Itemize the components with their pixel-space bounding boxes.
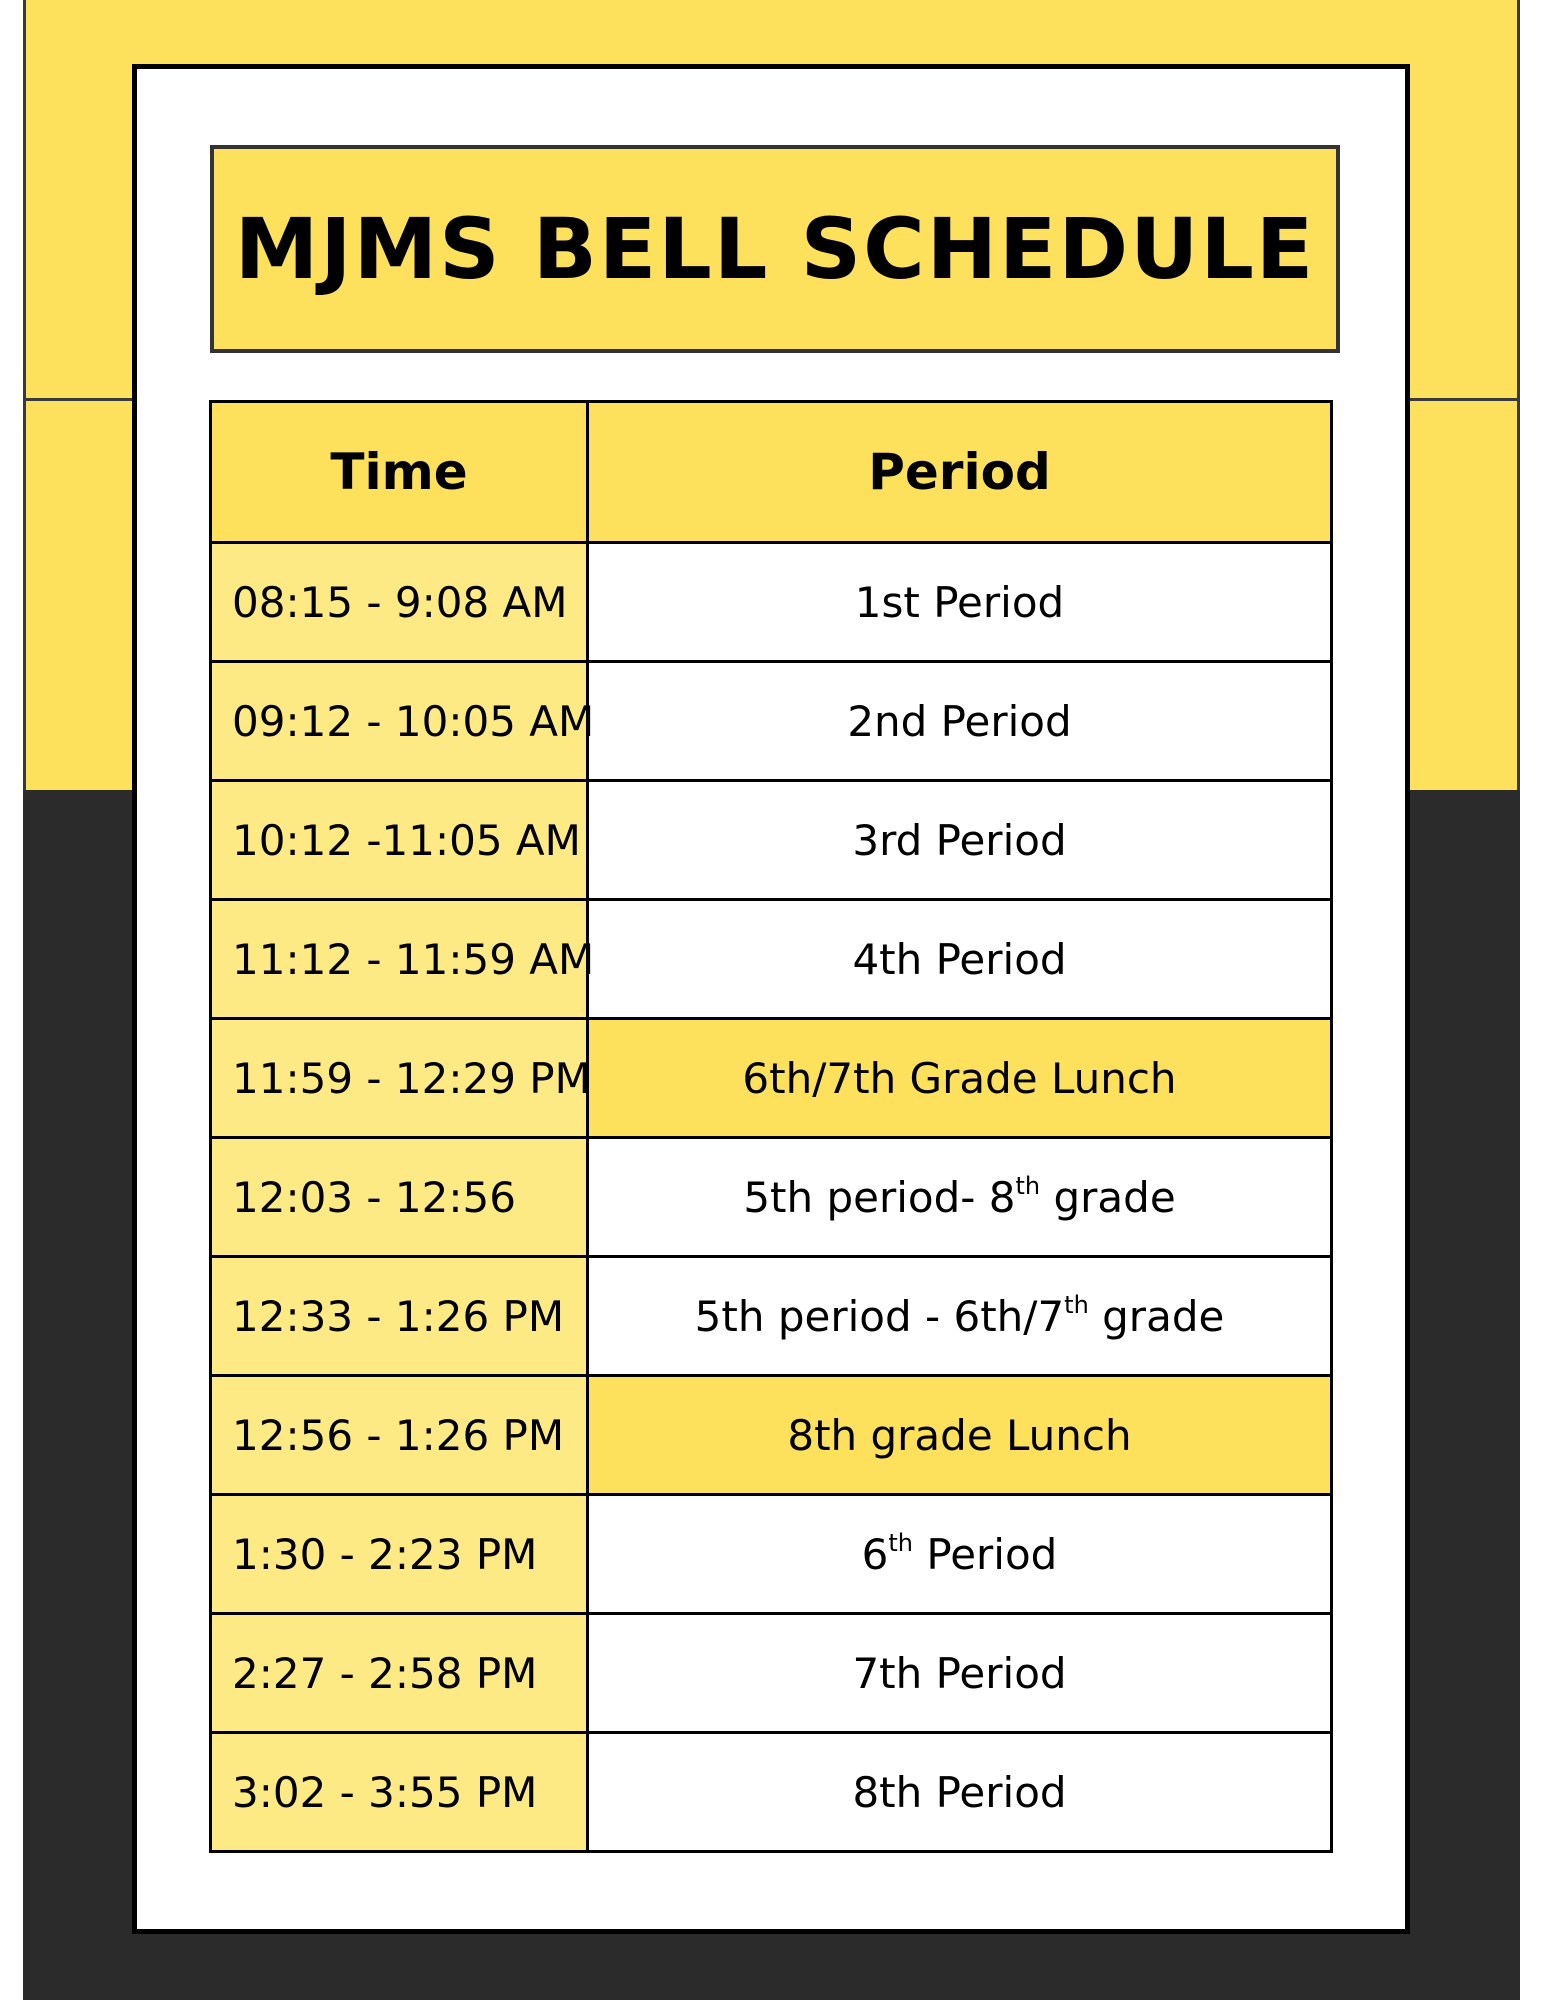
period-label: 2nd Period <box>847 696 1072 746</box>
period-label-suffix: grade <box>1088 1292 1225 1341</box>
frame-line-right <box>1517 0 1520 790</box>
period-cell <box>588 900 1332 1019</box>
lunch-period-cell <box>588 1019 1332 1138</box>
lunch-period-cell <box>588 1376 1332 1495</box>
table-row <box>211 662 1332 781</box>
frame-divider-right <box>1410 398 1520 401</box>
period-label-suffix: Period <box>913 1530 1058 1579</box>
period-cell <box>588 1138 1332 1257</box>
period-cell <box>588 1495 1332 1614</box>
table-row <box>211 1733 1332 1852</box>
table-row <box>211 781 1332 900</box>
period-cell <box>588 1614 1332 1733</box>
ordinal-suffix: th <box>888 1529 914 1557</box>
period-label: 5th period - 6th/7 <box>694 1292 1065 1341</box>
column-header-time: Time <box>211 402 588 543</box>
time-cell: 12:03 - 12:56 <box>211 1138 588 1257</box>
table-row <box>211 1019 1332 1138</box>
period-label: 5th period- 8 <box>743 1173 1016 1222</box>
period-label: 8th grade Lunch <box>787 1410 1132 1460</box>
period-label-suffix: grade <box>1040 1173 1176 1222</box>
period-cell <box>588 1733 1332 1852</box>
ordinal-suffix: th <box>1064 1291 1089 1319</box>
table-row <box>211 1376 1332 1495</box>
period-label: 7th Period <box>852 1648 1067 1698</box>
time-cell: 10:12 -11:05 AM <box>211 781 588 900</box>
table-body <box>211 543 1332 1852</box>
time-cell: 12:33 - 1:26 PM <box>211 1257 588 1376</box>
table-row <box>211 543 1332 662</box>
period-cell <box>588 543 1332 662</box>
time-cell: 2:27 - 2:58 PM <box>211 1614 588 1733</box>
page-title: MJMS BELL SCHEDULE <box>234 200 1316 298</box>
time-cell: 12:56 - 1:26 PM <box>211 1376 588 1495</box>
time-cell: 08:15 - 9:08 AM <box>211 543 588 662</box>
period-label: 6th/7th Grade Lunch <box>742 1053 1177 1103</box>
ordinal-suffix: th <box>1015 1172 1041 1200</box>
time-cell: 11:59 - 12:29 PM <box>211 1019 588 1138</box>
table-row <box>211 1614 1332 1733</box>
table-header-row <box>211 402 1332 543</box>
table-row <box>211 1138 1332 1257</box>
period-label: 8th Period <box>852 1767 1067 1817</box>
title-banner <box>210 145 1340 353</box>
time-cell: 1:30 - 2:23 PM <box>211 1495 588 1614</box>
table-row <box>211 1495 1332 1614</box>
schedule-card <box>132 64 1410 1934</box>
time-cell: 3:02 - 3:55 PM <box>211 1733 588 1852</box>
time-cell: 11:12 - 11:59 AM <box>211 900 588 1019</box>
period-cell <box>588 781 1332 900</box>
period-label: 4th Period <box>852 934 1067 984</box>
time-cell: 09:12 - 10:05 AM <box>211 662 588 781</box>
period-label: 1st Period <box>854 577 1065 627</box>
table-row <box>211 900 1332 1019</box>
bell-schedule-table <box>209 400 1333 1853</box>
table-row <box>211 1257 1332 1376</box>
period-label: 3rd Period <box>852 815 1067 865</box>
column-header-period: Period <box>588 402 1332 543</box>
frame-line-left <box>23 0 26 790</box>
period-label: 6 <box>861 1530 889 1579</box>
frame-divider-left <box>23 398 135 401</box>
period-cell <box>588 662 1332 781</box>
period-cell <box>588 1257 1332 1376</box>
